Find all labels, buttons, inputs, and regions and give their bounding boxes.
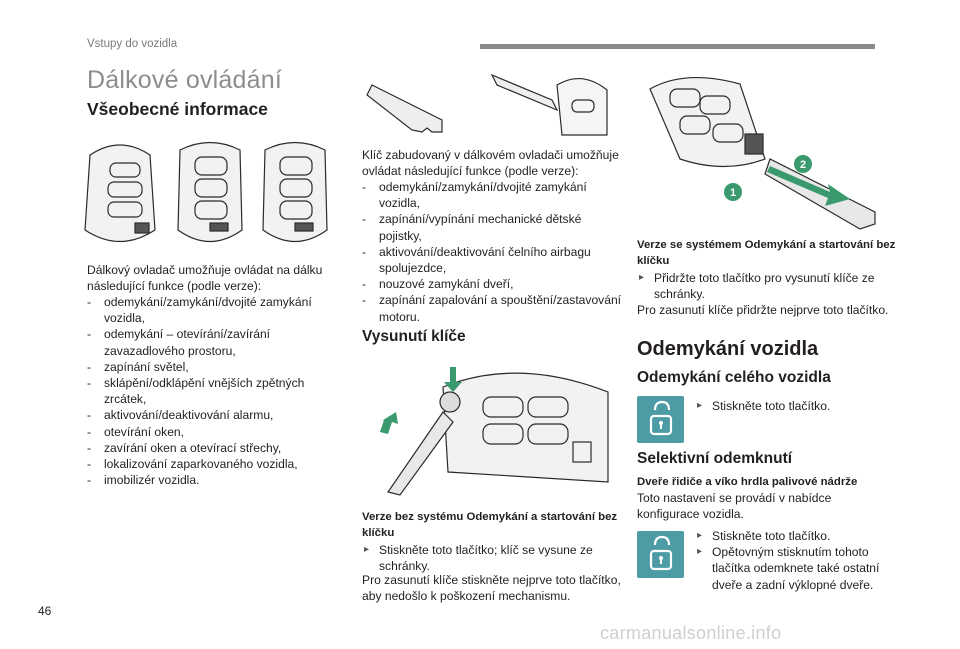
selective-unlock-steps	[695, 528, 895, 593]
version-without-title: Verze bez systému Odemykání a startování bez klíčku	[362, 511, 618, 539]
list-item: - zavírání oken a otevírací střechy,	[87, 440, 349, 456]
list-item: - imobilizér vozidla.	[87, 472, 349, 488]
integrated-key-intro: Klíč zabudovaný v dálkovém ovladači umožňuje ovládat následující funkce (podle verze):	[362, 148, 619, 179]
list-item: ▸ Stiskněte toto tlačítko.	[695, 528, 895, 544]
list-item: - sklápění/odklápění vnějších zpětných zrcátek,	[87, 375, 349, 407]
unlock-icon	[637, 531, 684, 578]
version-without-note: Pro zasunutí klíče stiskněte nejprve toto tlačítko, aby nedošlo k poškození mechanismu.	[362, 573, 621, 604]
list-item: - zapínání zapalování a spouštění/zastavování motoru.	[362, 292, 624, 324]
version-with-steps	[637, 270, 897, 302]
unlock-button-tile	[637, 396, 684, 443]
heading-selective-unlock: Selektivní odemknutí	[637, 450, 793, 467]
page-title: Dálkové ovládání	[87, 66, 282, 94]
list-item: - odemykání – otevírání/zavírání zavazadlového prostoru,	[87, 326, 349, 358]
selective-unlock-button-tile	[637, 531, 684, 578]
list-item: - odemykání/zamykání/dvojité zamykání vozidla,	[87, 294, 349, 326]
callout-2: 2	[799, 159, 807, 171]
list-item: - aktivování/deaktivování alarmu,	[87, 407, 349, 423]
list-item: - nouzové zamykání dveří,	[362, 276, 624, 292]
list-item: ▸ Přidržte toto tlačítko pro vysunutí klíče ze schránky.	[637, 270, 897, 302]
key-eject-illustration	[368, 362, 618, 497]
section-header: Vstupy do vozidla	[87, 38, 178, 50]
header-bar	[480, 44, 875, 49]
list-item: - zapínání/vypínání mechanické dětské pojistky,	[362, 211, 624, 243]
heading-unlock-full: Odemykání celého vozidla	[637, 369, 831, 386]
heading-key-eject: Vysunutí klíče	[362, 328, 466, 345]
integrated-key-function-list	[362, 179, 624, 325]
keyless-key-illustration	[645, 74, 885, 234]
heading-unlock: Odemykání vozidla	[637, 338, 819, 360]
version-with-title: Verze se systémem Odemykání a startování bez klíčku	[637, 239, 896, 267]
unlock-icon	[637, 396, 684, 443]
list-item: - aktivování/deaktivování čelního airbagu spolujezdce,	[362, 244, 624, 276]
selective-text: Toto nastavení se provádí v nabídce konfigurace vozidla.	[637, 491, 832, 522]
general-function-list	[87, 294, 349, 488]
general-intro: Dálkový ovladač umožňuje ovládat na dálku následující funkce (podle verze):	[87, 263, 323, 294]
list-item: ▸ Stiskněte toto tlačítko; klíč se vysune ze schránky.	[362, 542, 624, 574]
list-item: - otevírání oken,	[87, 424, 349, 440]
list-item: ▸ Opětovným stisknutím tohoto tlačítka odemknete také ostatní dveře a zadní výklopné dveře.	[695, 544, 895, 593]
integrated-key-illustration	[362, 70, 612, 140]
page-number: 46	[38, 604, 52, 618]
unlock-full-steps	[695, 398, 895, 414]
list-item: - lokalizování zaparkovaného vozidla,	[87, 456, 349, 472]
watermark: carmanualsonline.info	[600, 623, 782, 643]
remote-fobs-illustration	[80, 135, 345, 255]
list-item: - odemykání/zamykání/dvojité zamykání vozidla,	[362, 179, 624, 211]
selective-lead: Dveře řidiče a víko hrdla palivové nádrže	[637, 476, 858, 488]
list-item: ▸ Stiskněte toto tlačítko.	[695, 398, 895, 414]
list-item: - zapínání světel,	[87, 359, 349, 375]
version-without-steps	[362, 542, 624, 574]
callout-1: 1	[729, 187, 737, 199]
heading-general: Všeobecné informace	[87, 99, 268, 119]
version-with-note: Pro zasunutí klíče přidržte nejprve toto tlačítko.	[637, 303, 889, 317]
